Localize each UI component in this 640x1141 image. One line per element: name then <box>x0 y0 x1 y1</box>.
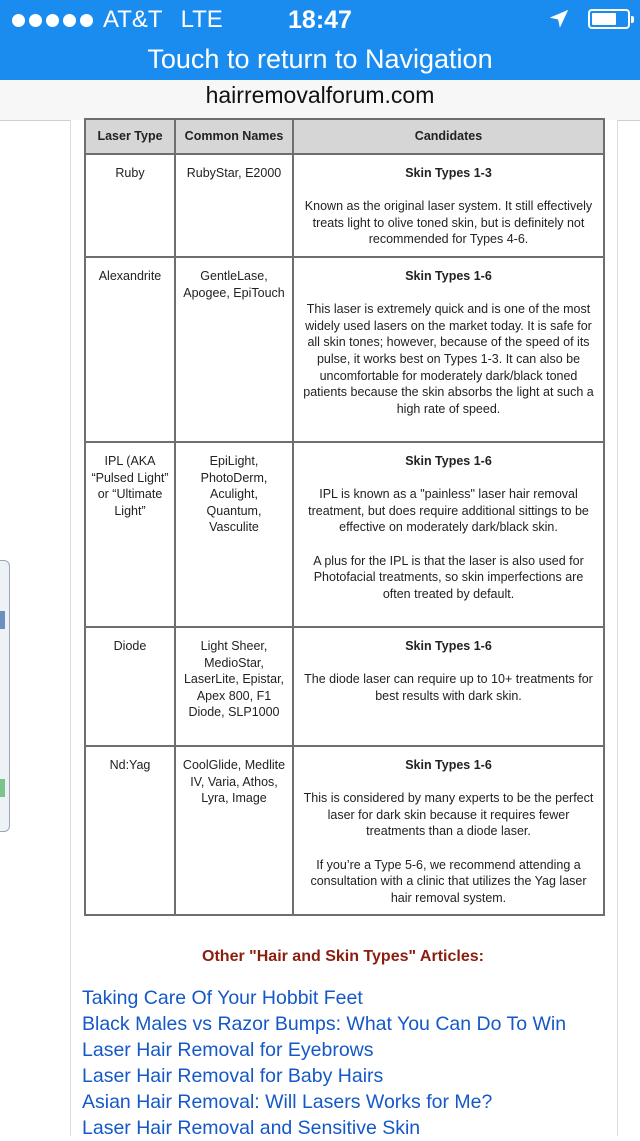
candidates-text: If you’re a Type 5-6, we recommend attending a consultation with a clinic that utilizes the Yag laser hair removal system. <box>310 857 587 905</box>
common-names-cell: CoolGlide, Medlite IV, Varia, Athos, Lyra, Image <box>175 746 293 915</box>
location-arrow-icon <box>548 8 570 30</box>
battery-icon <box>588 9 630 29</box>
status-time: 18:47 <box>288 6 352 34</box>
table-header-row <box>85 119 604 154</box>
candidates-cell <box>293 154 604 257</box>
side-marker <box>0 779 5 797</box>
laser-type-cell: Nd:Yag <box>85 746 175 915</box>
candidates-text: IPL is known as a "painless" laser hair removal treatment, but does require additional sittings to be effective on moderately dark/black skin. <box>308 487 589 535</box>
side-marker <box>0 611 5 629</box>
table-row <box>85 257 604 442</box>
return-to-navigation-banner[interactable]: Touch to return to Navigation <box>0 40 640 80</box>
candidates-cell <box>293 627 604 746</box>
candidates-text: Known as the original laser system. It still effectively treats light to olive toned skin, but is definitely not recommended for Types 4-6. <box>304 199 593 247</box>
article-link[interactable]: Laser Hair Removal for Eyebrows <box>82 1039 374 1061</box>
skin-types-title: Skin Types 1-3 <box>405 166 492 180</box>
related-articles-list <box>82 985 622 1141</box>
laser-comparison-table <box>84 118 605 916</box>
related-articles-title: Other "Hair and Skin Types" Articles: <box>202 948 484 965</box>
article-link[interactable]: Black Males vs Razor Bumps: What You Can Do To Win <box>82 1013 567 1035</box>
url-bar[interactable]: hairremovalforum.com <box>0 80 640 121</box>
article-link[interactable]: Laser Hair Removal and Sensitive Skin <box>82 1117 421 1139</box>
table-row <box>85 746 604 915</box>
article-link[interactable]: Asian Hair Removal: Will Lasers Works for Me? <box>82 1091 493 1113</box>
candidates-text: The diode laser can require up to 10+ treatments for best results with dark skin. <box>304 672 593 703</box>
candidates-cell <box>293 257 604 442</box>
table-row <box>85 442 604 627</box>
battery-level <box>592 13 616 25</box>
column-header-candidates: Candidates <box>293 119 604 154</box>
common-names-cell: Light Sheer, MedioStar, LaserLite, Epistar, Apex 800, F1 Diode, SLP1000 <box>175 627 293 746</box>
carrier-name: AT&T <box>103 6 163 33</box>
table-row <box>85 154 604 257</box>
skin-types-title: Skin Types 1-6 <box>405 638 492 653</box>
skin-types-title: Skin Types 1-6 <box>405 268 492 283</box>
candidates-text: A plus for the IPL is that the laser is also used for Photofacial treatments, so skin imperfections are often treated by default. <box>313 553 584 601</box>
candidates-text: This is considered by many experts to be the perfect laser for dark skin because it requires fewer treatments than a diode laser. <box>303 791 594 839</box>
laser-type-cell: IPL (AKA “Pulsed Light” or “Ultimate Light” <box>85 442 175 627</box>
common-names-cell: EpiLight, PhotoDerm, Aculight, Quantum, Vasculite <box>175 442 293 627</box>
status-bar <box>0 0 640 40</box>
column-header-laser-type: Laser Type <box>85 119 175 154</box>
common-names-cell: GentleLase, Apogee, EpiTouch <box>175 257 293 442</box>
candidates-text: This laser is extremely quick and is one of the most widely used lasers on the market today. It is safe for all skin tones; however, because of the speed of its pulse, it works best on Types 1-3. It can also be uncomfortable for moderately dark/black toned patients because the skin absorbs the light at such a high rate of speed. <box>303 302 594 416</box>
side-drawer-handle[interactable] <box>0 560 10 832</box>
table-row <box>85 627 604 746</box>
skin-types-title: Skin Types 1-6 <box>405 757 492 772</box>
laser-type-cell: Diode <box>85 627 175 746</box>
status-right <box>548 8 630 30</box>
laser-type-cell: Alexandrite <box>85 257 175 442</box>
candidates-cell <box>293 746 604 915</box>
laser-type-cell: Ruby <box>85 154 175 257</box>
column-header-common-names: Common Names <box>175 119 293 154</box>
common-names-cell: RubyStar, E2000 <box>175 154 293 257</box>
network-type: LTE <box>180 6 223 33</box>
skin-types-title: Skin Types 1-6 <box>405 453 492 468</box>
article-link[interactable]: Taking Care Of Your Hobbit Feet <box>82 987 363 1009</box>
article-link[interactable]: Laser Hair Removal for Baby Hairs <box>82 1065 384 1087</box>
candidates-cell <box>293 442 604 627</box>
